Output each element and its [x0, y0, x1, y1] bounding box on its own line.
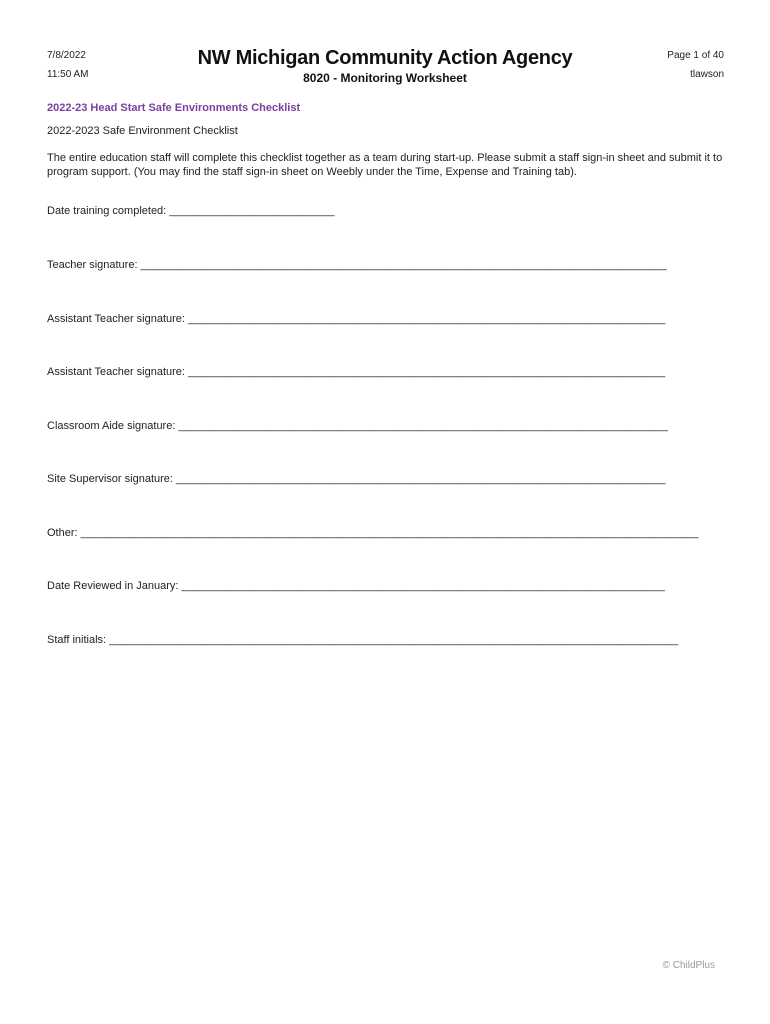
other-field: Other: _____________________________________________________________________________________________________ — [47, 527, 699, 539]
agency-title: NW Michigan Community Action Agency — [197, 47, 573, 69]
teacher-signature-field: Teacher signature: ______________________________________________________________________________________ — [47, 259, 667, 271]
assistant-teacher-signature-field-1: Assistant Teacher signature: ______________________________________________________________________________ — [47, 313, 666, 325]
assistant-teacher-signature-field-2: Assistant Teacher signature: ______________________________________________________________________________ — [47, 366, 666, 378]
page-number: Page 1 of 40 — [667, 50, 724, 61]
date-reviewed-field: Date Reviewed in January: _______________________________________________________________________________ — [47, 580, 665, 592]
print-time: 11:50 AM — [47, 69, 89, 80]
classroom-aide-signature-field: Classroom Aide signature: ________________________________________________________________________________ — [47, 420, 668, 432]
staff-initials-field: Staff initials: _____________________________________________________________________________________________ — [47, 634, 679, 646]
date-training-field: Date training completed: ___________________________ — [47, 205, 335, 217]
report-subtitle: 8020 - Monitoring Worksheet — [303, 71, 467, 85]
checklist-subheading: 2022-2023 Safe Environment Checklist — [47, 125, 238, 137]
checklist-heading: 2022-23 Head Start Safe Environments Checklist — [47, 102, 301, 114]
copyright-footer: © ChildPlus — [662, 960, 715, 971]
print-date: 7/8/2022 — [47, 50, 86, 61]
header-right — [667, 46, 724, 84]
site-supervisor-signature-field: Site Supervisor signature: ________________________________________________________________________________ — [47, 473, 666, 485]
user-name: tlawson — [690, 69, 724, 80]
checklist-instructions: The entire education staff will complete this checklist together as a team during start-up. Please submit a staff sign-in sheet and submit it to program support. (You may find the staff sign-in sheet on Weebly under the Time, Expense and Training tab). — [47, 152, 723, 178]
